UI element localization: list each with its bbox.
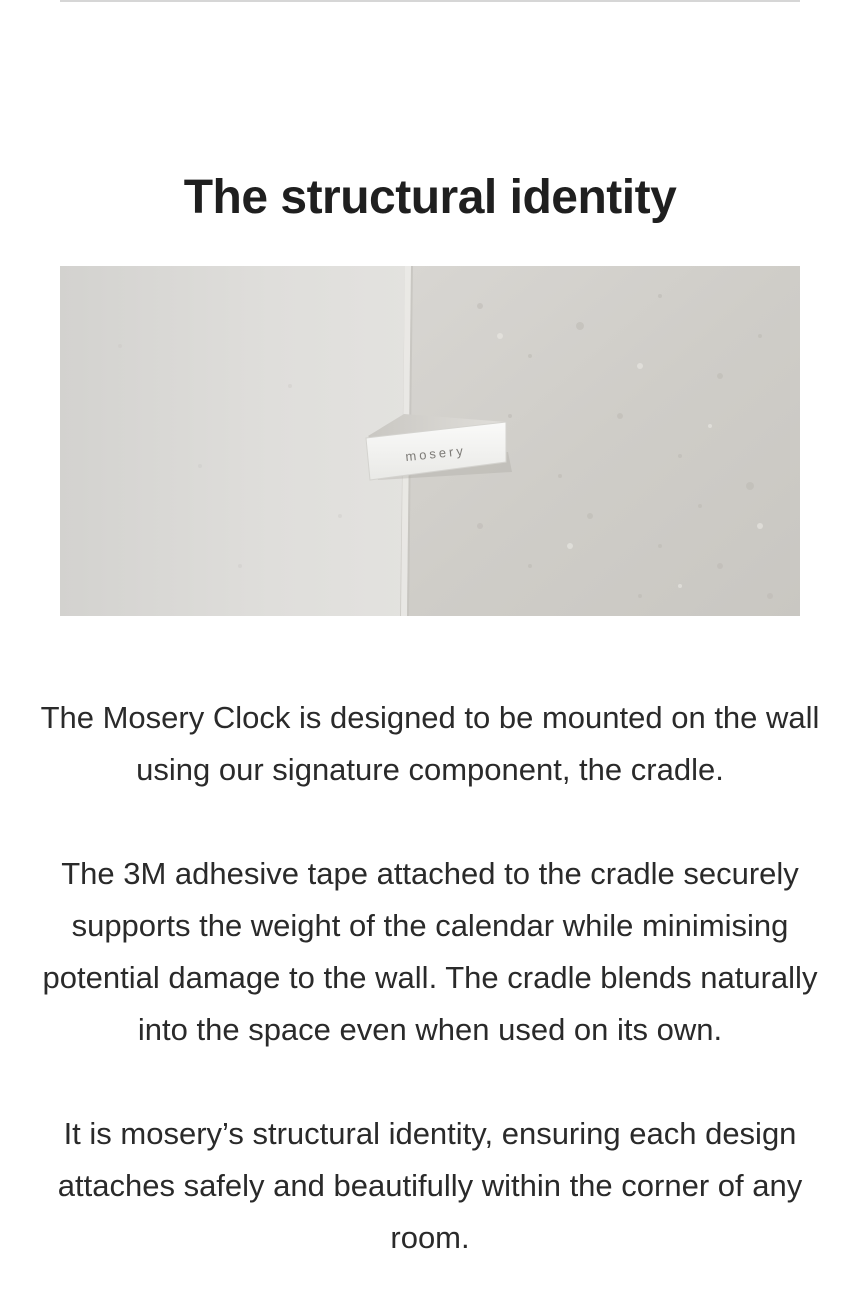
paragraph-identity: It is mosery’s structural identity, ensuring each design attaches safely and beautifully within the corner of any room. (57, 1116, 803, 1255)
cradle-brand-mark: mosery (404, 442, 467, 465)
body-copy (40, 692, 820, 1316)
top-divider (60, 0, 800, 2)
paragraph-adhesive: The 3M adhesive tape attached to the cradle securely supports the weight of the calendar while minimising potential damage to the wall. The cradle blends naturally into the space even when used on its own. (42, 856, 818, 1047)
cradle-on-wall-photo (60, 266, 800, 616)
paragraph-intro: The Mosery Clock is designed to be mounted on the wall using our signature component, the cradle. (40, 700, 820, 787)
section-title: The structural identity (183, 171, 677, 224)
hero-image (60, 266, 800, 616)
